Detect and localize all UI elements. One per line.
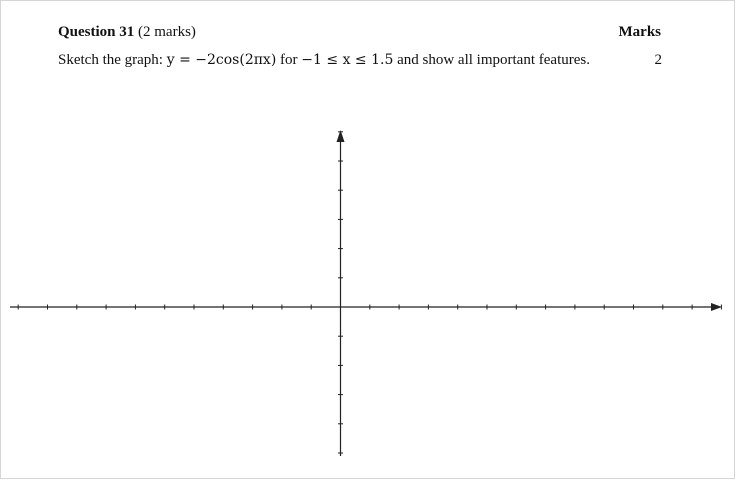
question-text-before: Sketch the graph: [58, 52, 163, 68]
question-marks: (2 marks) [138, 24, 196, 40]
question-number: Question 31 [58, 24, 135, 40]
marks-value: 2 [654, 52, 662, 68]
x-axis-arrow-icon [711, 303, 722, 311]
question-text-after: and show all important features. [397, 52, 590, 68]
y-axis [337, 130, 345, 456]
question-text-for: for [280, 52, 298, 68]
marks-column-header: Marks [618, 24, 661, 40]
equation: y = −2cos(2πx) [166, 52, 277, 68]
x-axis [10, 303, 722, 311]
domain-inequality: −1 ≤ x ≤ 1.5 [301, 52, 394, 68]
